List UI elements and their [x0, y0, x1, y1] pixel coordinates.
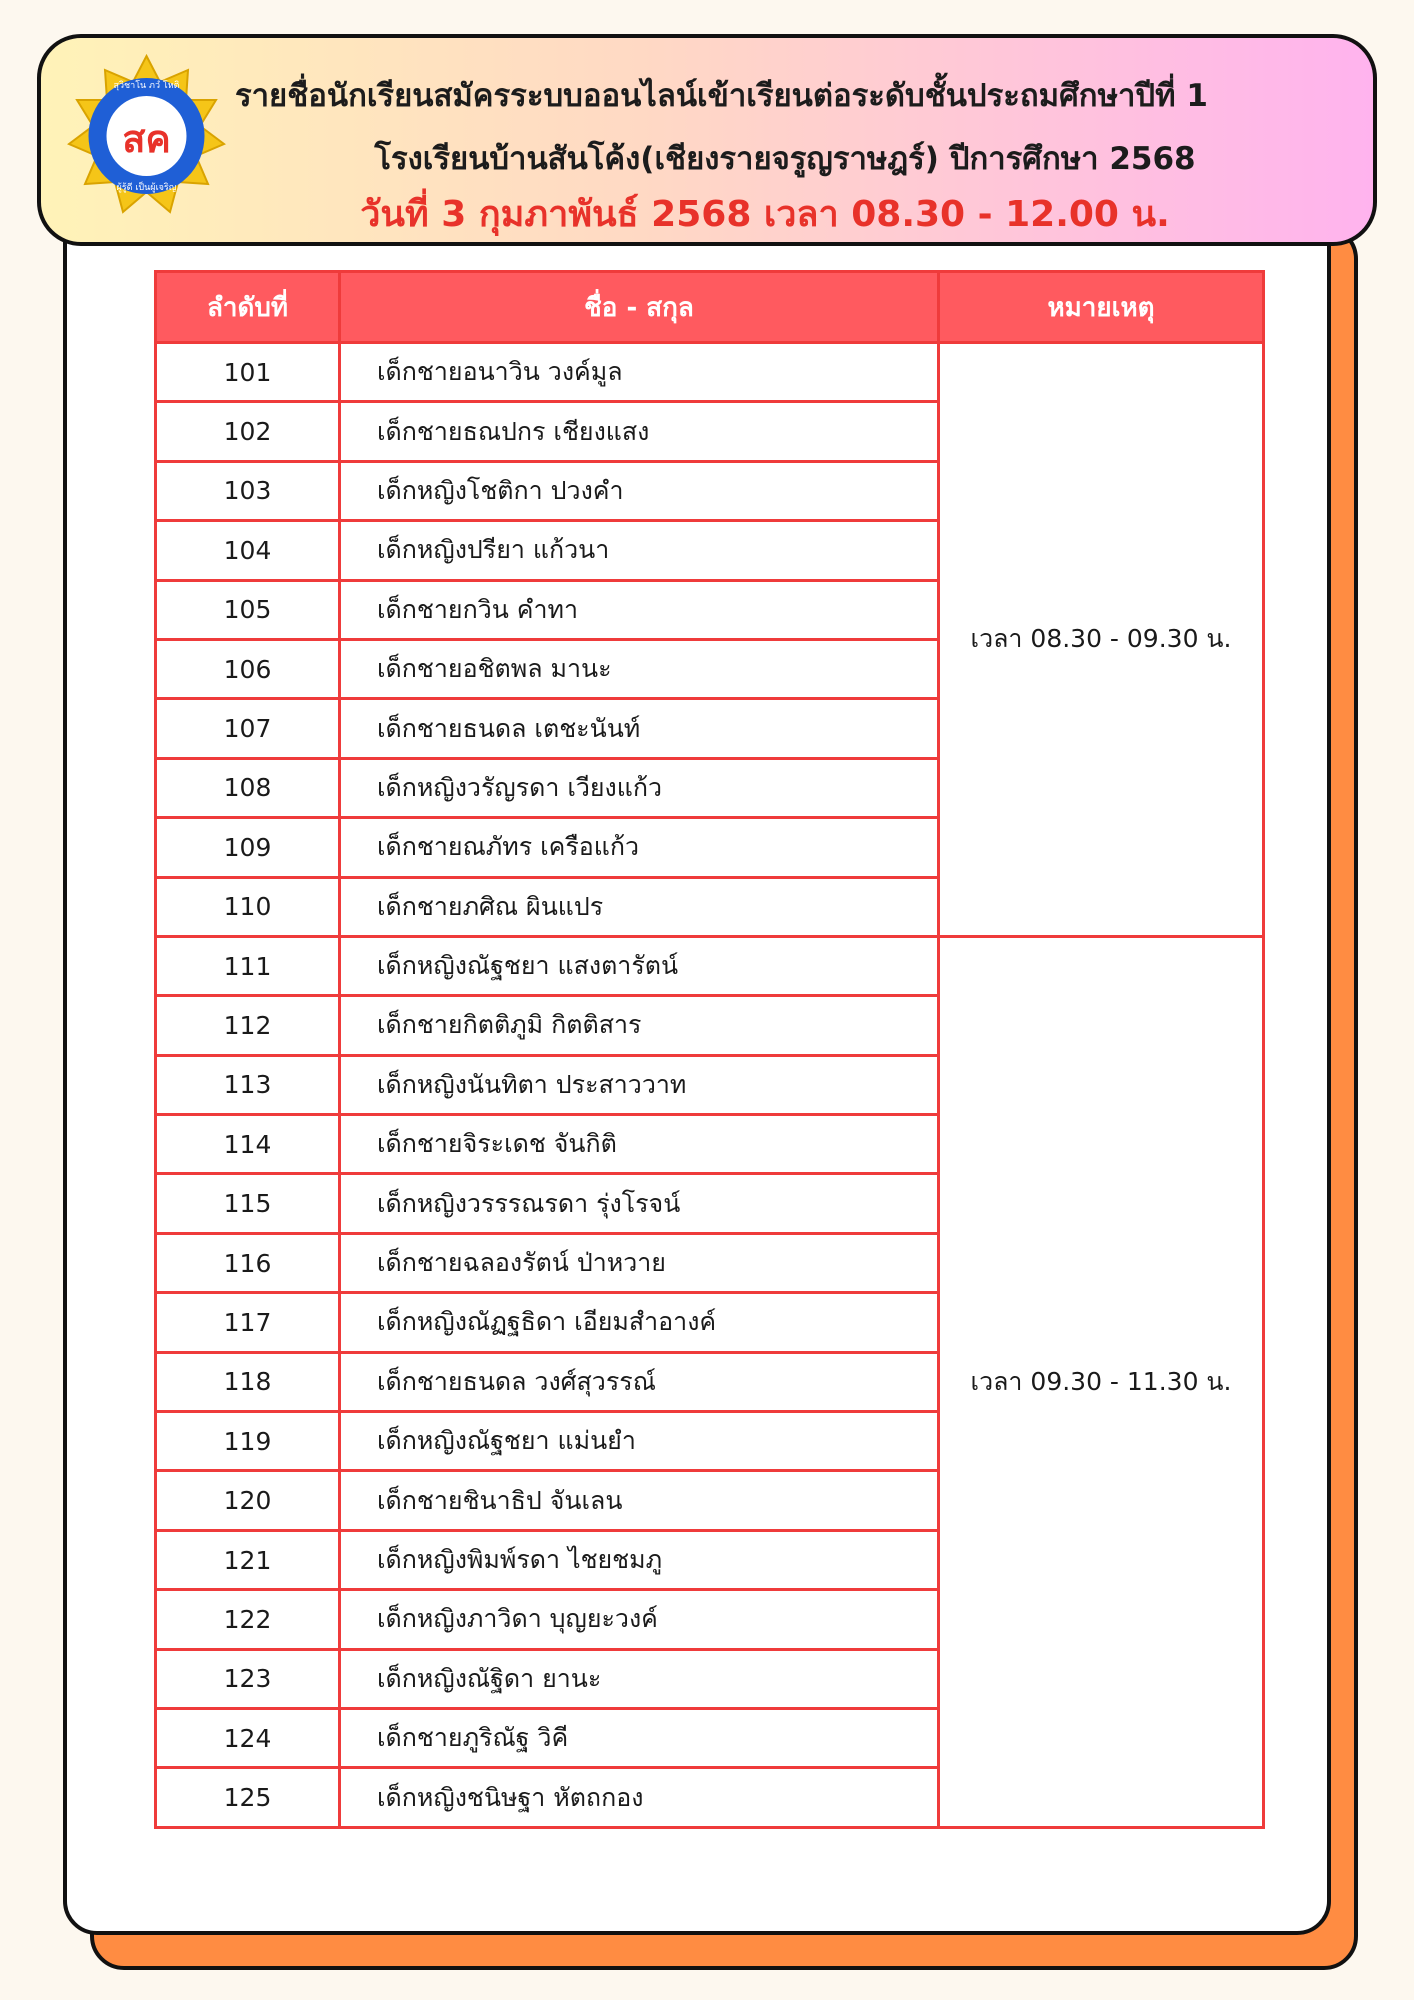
row-order-number: 102: [156, 402, 340, 461]
column-header-name: ชื่อ - สกุล: [340, 272, 939, 343]
logo-bottom-text: ผู้รู้ดี เป็นผู้เจริญ: [116, 183, 177, 193]
table-row: [156, 343, 1264, 402]
row-student-name: เด็กชายชินาธิป จันเลน: [340, 1471, 939, 1530]
row-student-name: เด็กชายณภัทร เครือแก้ว: [340, 818, 939, 877]
row-student-name: เด็กหญิงณัฐชยา แสงตารัตน์: [340, 936, 939, 995]
row-student-name: เด็กหญิงภาวิดา บุญยะวงค์: [340, 1590, 939, 1649]
row-order-number: 113: [156, 1055, 340, 1114]
row-student-name: เด็กชายฉลองรัตน์ ป่าหวาย: [340, 1233, 939, 1292]
row-student-name: เด็กชายธณปกร เชียงแสง: [340, 402, 939, 461]
page-title: รายชื่อนักเรียนสมัครระบบออนไลน์เข้าเรียนต่อระดับชั้นประถมศึกษาปีที่ 1: [235, 78, 1208, 114]
school-emblem-icon: [64, 52, 229, 217]
date-time-line: วันที่ 3 กุมภาพันธ์ 2568 เวลา 08.30 - 12.00 น.: [360, 194, 1170, 235]
row-order-number: 110: [156, 877, 340, 936]
row-order-number: 121: [156, 1530, 340, 1589]
row-student-name: เด็กหญิงพิมพ์รดา ไชยชมภู: [340, 1530, 939, 1589]
row-student-name: เด็กชายภศิณ ผินแปร: [340, 877, 939, 936]
row-student-name: เด็กหญิงปรียา แก้วนา: [340, 521, 939, 580]
row-order-number: 114: [156, 1115, 340, 1174]
row-student-name: เด็กหญิงนันทิตา ประสาววาท: [340, 1055, 939, 1114]
row-note-time-slot: เวลา 09.30 - 11.30 น.: [939, 936, 1264, 1827]
row-student-name: เด็กหญิงณัฏฐธิดา เอียมสำอางค์: [340, 1293, 939, 1352]
row-order-number: 112: [156, 996, 340, 1055]
row-student-name: เด็กชายจิระเดช จันกิติ: [340, 1115, 939, 1174]
row-order-number: 119: [156, 1412, 340, 1471]
row-order-number: 103: [156, 461, 340, 520]
row-student-name: เด็กชายธนดล เตชะนันท์: [340, 699, 939, 758]
row-order-number: 123: [156, 1649, 340, 1708]
row-student-name: เด็กชายอชิตพล มานะ: [340, 639, 939, 698]
logo-center-text: สค: [122, 117, 171, 161]
row-student-name: เด็กหญิงณัฐิดา ยานะ: [340, 1649, 939, 1708]
row-order-number: 101: [156, 343, 340, 402]
row-order-number: 122: [156, 1590, 340, 1649]
row-order-number: 124: [156, 1708, 340, 1767]
row-student-name: เด็กชายภูริณัฐ วิคี: [340, 1708, 939, 1767]
row-order-number: 104: [156, 521, 340, 580]
row-student-name: เด็กชายธนดล วงศ์สุวรรณ์: [340, 1352, 939, 1411]
column-header-order: ลำดับที่: [156, 272, 340, 343]
row-note-time-slot: เวลา 08.30 - 09.30 น.: [939, 343, 1264, 937]
table-row: [156, 936, 1264, 995]
row-order-number: 109: [156, 818, 340, 877]
student-roster-table: [154, 270, 1265, 1829]
row-order-number: 125: [156, 1768, 340, 1827]
row-order-number: 108: [156, 758, 340, 817]
logo-top-text: สุวิชาโน ภวํ โหติ: [113, 81, 180, 91]
row-order-number: 115: [156, 1174, 340, 1233]
row-order-number: 106: [156, 639, 340, 698]
row-order-number: 107: [156, 699, 340, 758]
row-order-number: 117: [156, 1293, 340, 1352]
row-order-number: 116: [156, 1233, 340, 1292]
row-student-name: เด็กหญิงโชติกา ปวงคำ: [340, 461, 939, 520]
table-header-row: [156, 272, 1264, 343]
row-order-number: 118: [156, 1352, 340, 1411]
row-student-name: เด็กหญิงชนิษฐา หัตถกอง: [340, 1768, 939, 1827]
school-name-line: โรงเรียนบ้านสันโค้ง(เชียงรายจรูญราษฎร์) ปีการศึกษา 2568: [374, 141, 1196, 177]
row-student-name: เด็กหญิงวรรรณรดา รุ่งโรจน์: [340, 1174, 939, 1233]
row-student-name: เด็กหญิงวรัญรดา เวียงแก้ว: [340, 758, 939, 817]
row-order-number: 120: [156, 1471, 340, 1530]
row-order-number: 111: [156, 936, 340, 995]
row-student-name: เด็กชายอนาวิน วงค์มูล: [340, 343, 939, 402]
row-student-name: เด็กชายกวิน คำทา: [340, 580, 939, 639]
row-student-name: เด็กชายกิตติภูมิ กิตติสาร: [340, 996, 939, 1055]
column-header-note: หมายเหตุ: [939, 272, 1264, 343]
row-order-number: 105: [156, 580, 340, 639]
row-student-name: เด็กหญิงณัฐชยา แม่นยำ: [340, 1412, 939, 1471]
